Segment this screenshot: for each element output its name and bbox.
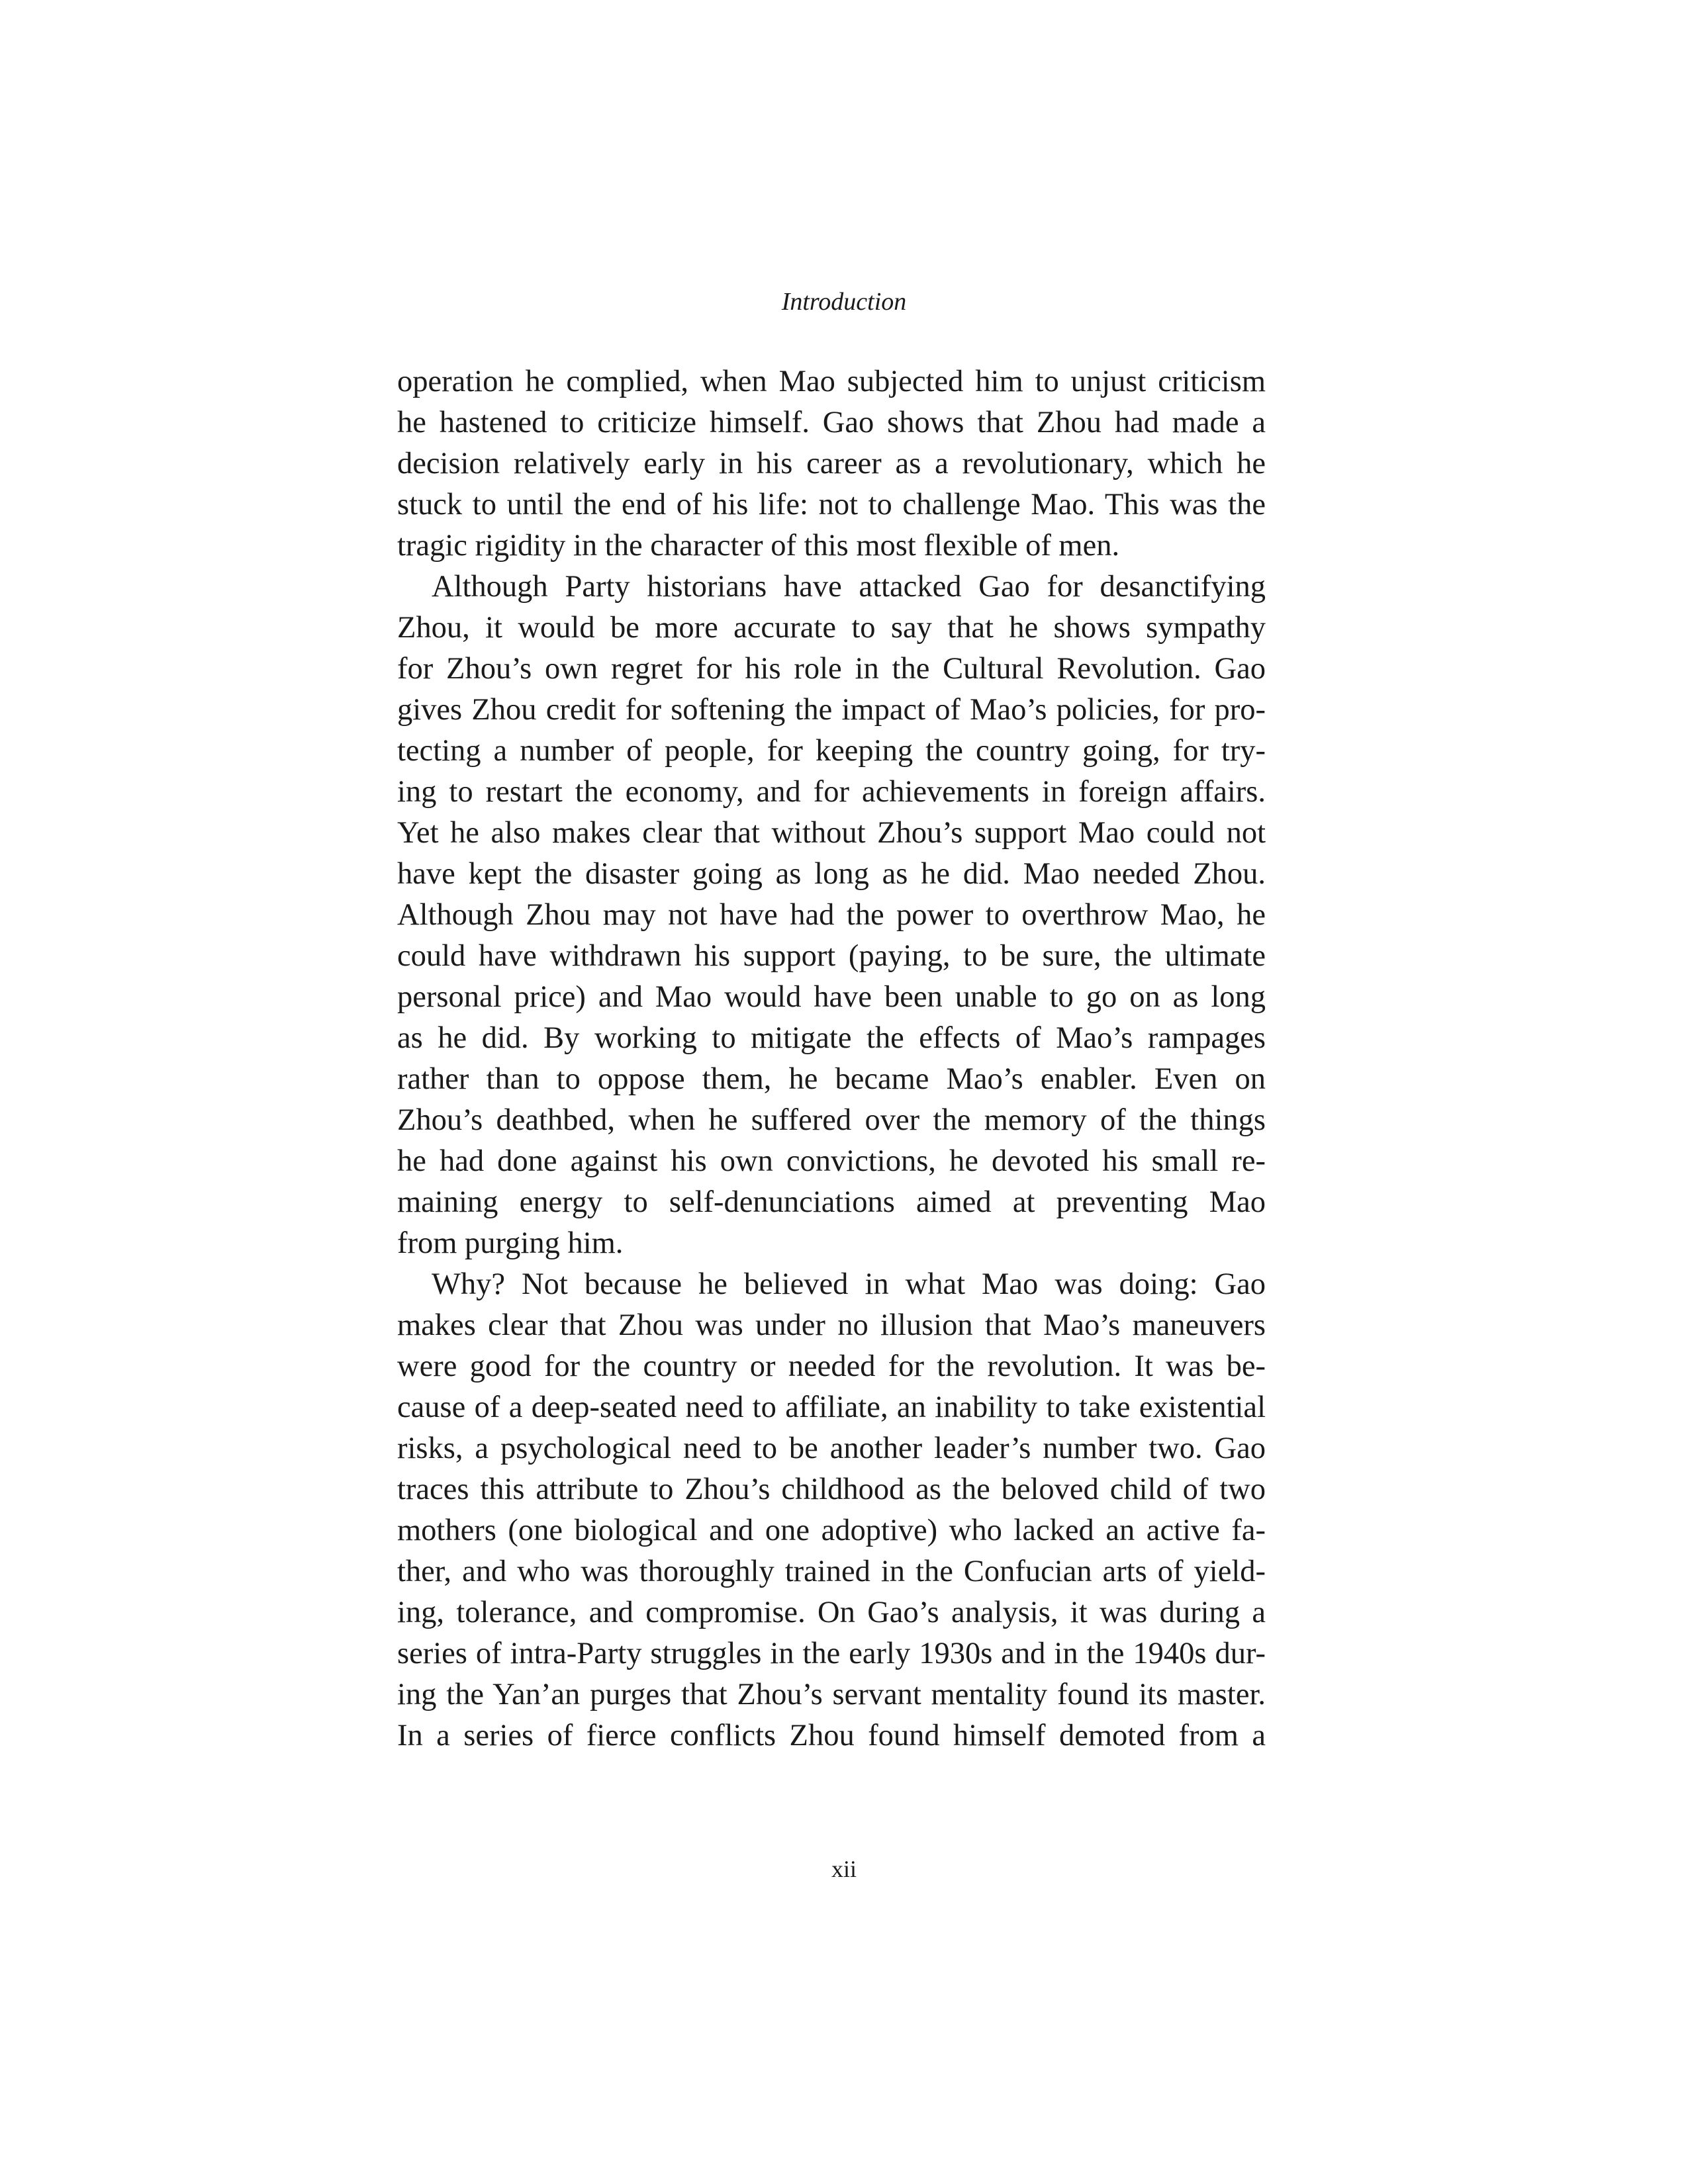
text-line: tecting a number of people, for keeping the country going, for try- (397, 734, 1266, 768)
text-line: ing the Yan’an purges that Zhou’s servant mentality found its master. (397, 1678, 1266, 1711)
text-line: from purging him. (397, 1226, 624, 1260)
text-line: Although Party historians have attacked Gao for desanctifying (432, 570, 1266, 604)
text-line: rather than to oppose them, he became Mao’s enabler. Even on (397, 1062, 1266, 1096)
text-line: ing to restart the economy, and for achievements in foreign affairs. (397, 775, 1266, 809)
text-line: gives Zhou credit for softening the impact of Mao’s policies, for pro- (397, 693, 1266, 727)
text-line: Zhou, it would be more accurate to say that he shows sympathy (397, 611, 1266, 645)
text-line: ing, tolerance, and compromise. On Gao’s analysis, it was during a (397, 1596, 1266, 1629)
text-line: he hastened to criticize himself. Gao shows that Zhou had made a (397, 406, 1266, 439)
text-line: risks, a psychological need to be another leader’s number two. Gao (397, 1432, 1266, 1465)
text-line: In a series of fierce conflicts Zhou found himself demoted from a (397, 1719, 1266, 1752)
text-line: for Zhou’s own regret for his role in the Cultural Revolution. Gao (397, 652, 1266, 686)
text-line: series of intra-Party struggles in the early 1930s and in the 1940s dur- (397, 1637, 1266, 1670)
text-line: cause of a deep-seated need to affiliate, an inability to take existential (397, 1390, 1266, 1424)
text-line: he had done against his own convictions, he devoted his small re- (397, 1144, 1266, 1178)
text-line: decision relatively early in his career as a revolutionary, which he (397, 447, 1266, 480)
text-line: Yet he also makes clear that without Zhou’s support Mao could not (397, 816, 1266, 850)
paragraph-2 (397, 567, 1266, 1264)
paragraph-3 (397, 1264, 1266, 1756)
body-text (397, 361, 1266, 1756)
text-line: tragic rigidity in the character of this most flexible of men. (397, 529, 1120, 563)
text-line: stuck to until the end of his life: not to challenge Mao. This was the (397, 488, 1266, 522)
page-number: xii (831, 1856, 857, 1882)
text-line: could have withdrawn his support (paying, to be sure, the ultimate (397, 939, 1266, 973)
text-line: mothers (one biological and one adoptive) who lacked an active fa- (397, 1514, 1266, 1547)
text-line: ther, and who was thoroughly trained in the Confucian arts of yield- (397, 1555, 1266, 1588)
text-line: operation he complied, when Mao subjected him to unjust criticism (397, 365, 1266, 398)
text-line: makes clear that Zhou was under no illusion that Mao’s maneuvers (397, 1308, 1266, 1342)
text-line: Although Zhou may not have had the power to overthrow Mao, he (397, 898, 1266, 932)
text-line: Zhou’s deathbed, when he suffered over the memory of the things (397, 1103, 1266, 1137)
paragraph-1 (397, 361, 1266, 567)
text-line: traces this attribute to Zhou’s childhood as the beloved child of two (397, 1473, 1266, 1506)
text-line: as he did. By working to mitigate the effects of Mao’s rampages (397, 1021, 1266, 1055)
text-line: were good for the country or needed for the revolution. It was be- (397, 1349, 1266, 1383)
text-line: have kept the disaster going as long as he did. Mao needed Zhou. (397, 857, 1266, 891)
text-line: Why? Not because he believed in what Mao was doing: Gao (432, 1267, 1266, 1301)
text-line: personal price) and Mao would have been unable to go on as long (397, 980, 1266, 1014)
running-head: Introduction (781, 288, 907, 316)
text-line: maining energy to self-denunciations aimed at preventing Mao (397, 1185, 1266, 1219)
